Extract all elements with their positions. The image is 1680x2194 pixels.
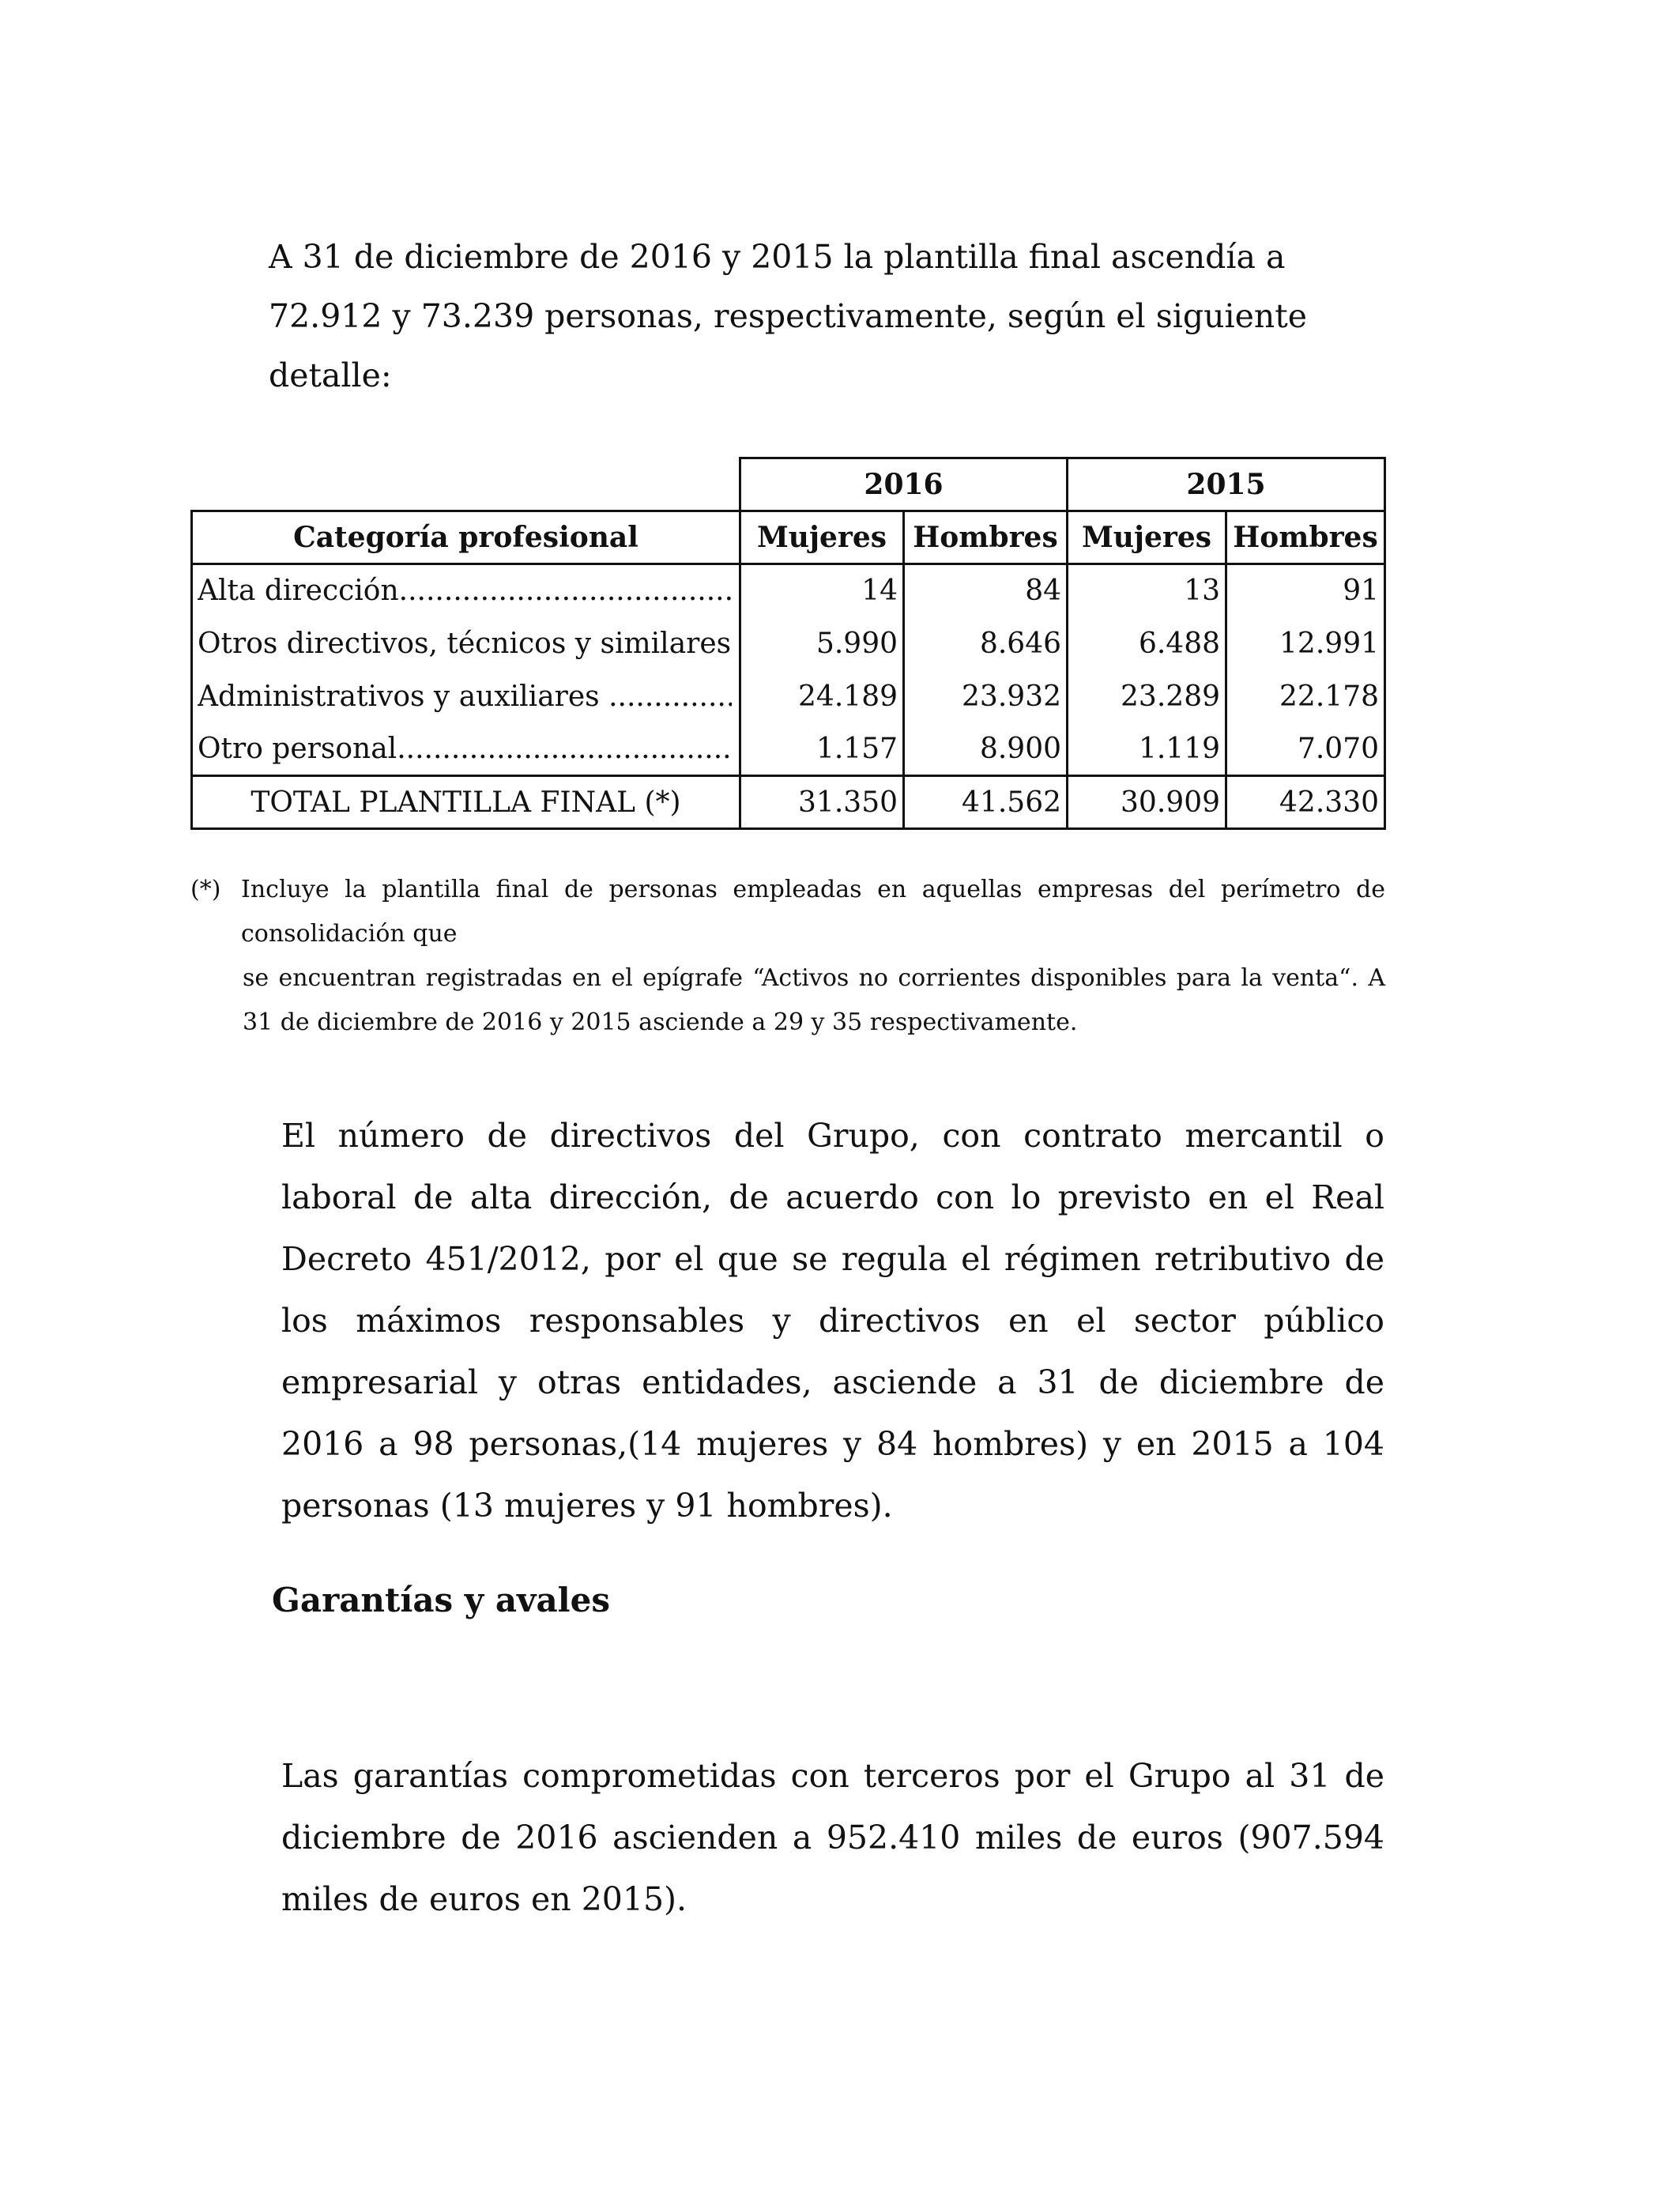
footnote-continuation: se encuentran registradas en el epígrafe “Activos no corrientes disponibles para la venta“. A 31 de diciembre de 2016 y 2015 asciende a 29 y 35 respectivamente. — [243, 964, 1385, 1036]
row-label: Alta dirección — [198, 575, 399, 608]
total-cell: 30.909 — [1068, 776, 1226, 829]
table-cell: 23.289 — [1068, 670, 1226, 723]
table-cell: 23.932 — [904, 670, 1068, 723]
total-cell: 41.562 — [904, 776, 1068, 829]
table-cell: 84 — [904, 564, 1068, 617]
header-hombres-2016: Hombres — [904, 511, 1068, 564]
garantias-paragraph: Las garantías comprometidas con terceros por el Grupo al 31 de diciembre de 2016 ascienden a 952.410 miles de euros (907.594 miles de euros en 2015). — [281, 1757, 1384, 1918]
table-column-header-row — [192, 511, 1385, 564]
row-label-cell — [192, 670, 740, 723]
table-cell: 7.070 — [1226, 723, 1385, 776]
table-cell: 6.488 — [1068, 617, 1226, 670]
footnote-mark: (*) — [190, 876, 221, 903]
row-label: Otros directivos, técnicos y similares — [198, 627, 732, 660]
table-cell: 14 — [740, 564, 904, 617]
year-header-2016: 2016 — [740, 458, 1068, 511]
year-header-2015: 2015 — [1068, 458, 1385, 511]
table-cell: 13 — [1068, 564, 1226, 617]
table-year-header-row — [192, 458, 1385, 511]
directivos-paragraph: El número de directivos del Grupo, con contrato mercantil o laboral de alta dirección, de acuerdo con lo previsto en el Real Decreto 451/2012, por el que se regula el régimen retributivo de los máximos responsables y directivos en el sector público empresarial y otras entidades, asciende a 31 de diciembre de 2016 a 98 personas,(14 mujeres y 84 hombres) y en 2015 a 104 personas (13 mujeres y 91 hombres). — [281, 1117, 1384, 1525]
table-corner-blank — [192, 458, 740, 511]
total-row — [192, 776, 1385, 829]
header-mujeres-2015: Mujeres — [1068, 511, 1226, 564]
total-label: TOTAL PLANTILLA FINAL (*) — [192, 776, 740, 829]
footnote-line-1: Incluye la plantilla final de personas empleadas en aquellas empresas del perímetro de consolidación que — [241, 876, 1385, 948]
staff-table — [190, 457, 1386, 830]
row-label: Administrativos y auxiliares — [198, 680, 609, 713]
intro-paragraph: A 31 de diciembre de 2016 y 2015 la plantilla final ascendía a 72.912 y 73.239 personas, respectivamente, según el siguiente detalle: — [269, 238, 1308, 394]
header-mujeres-2016: Mujeres — [740, 511, 904, 564]
table-cell: 1.157 — [740, 723, 904, 776]
table-cell: 5.990 — [740, 617, 904, 670]
table-cell: 1.119 — [1068, 723, 1226, 776]
total-cell: 42.330 — [1226, 776, 1385, 829]
table-cell: 12.991 — [1226, 617, 1385, 670]
row-label-cell — [192, 617, 740, 670]
table-cell: 8.646 — [904, 617, 1068, 670]
table-cell: 91 — [1226, 564, 1385, 617]
row-label-cell — [192, 723, 740, 776]
footnote-first-line — [190, 868, 1385, 956]
table-cell: 24.189 — [740, 670, 904, 723]
row-label: Otro personal — [198, 732, 397, 765]
table-row — [192, 617, 1385, 670]
table-row — [192, 723, 1385, 776]
garantias-heading: Garantías y avales — [272, 1581, 610, 1619]
table-cell: 8.900 — [904, 723, 1068, 776]
table-row — [192, 670, 1385, 723]
category-header: Categoría profesional — [192, 511, 740, 564]
header-hombres-2015: Hombres — [1226, 511, 1385, 564]
table-cell: 22.178 — [1226, 670, 1385, 723]
table-footnote — [190, 868, 1385, 1045]
total-cell: 31.350 — [740, 776, 904, 829]
table-row — [192, 564, 1385, 617]
row-label-cell — [192, 564, 740, 617]
